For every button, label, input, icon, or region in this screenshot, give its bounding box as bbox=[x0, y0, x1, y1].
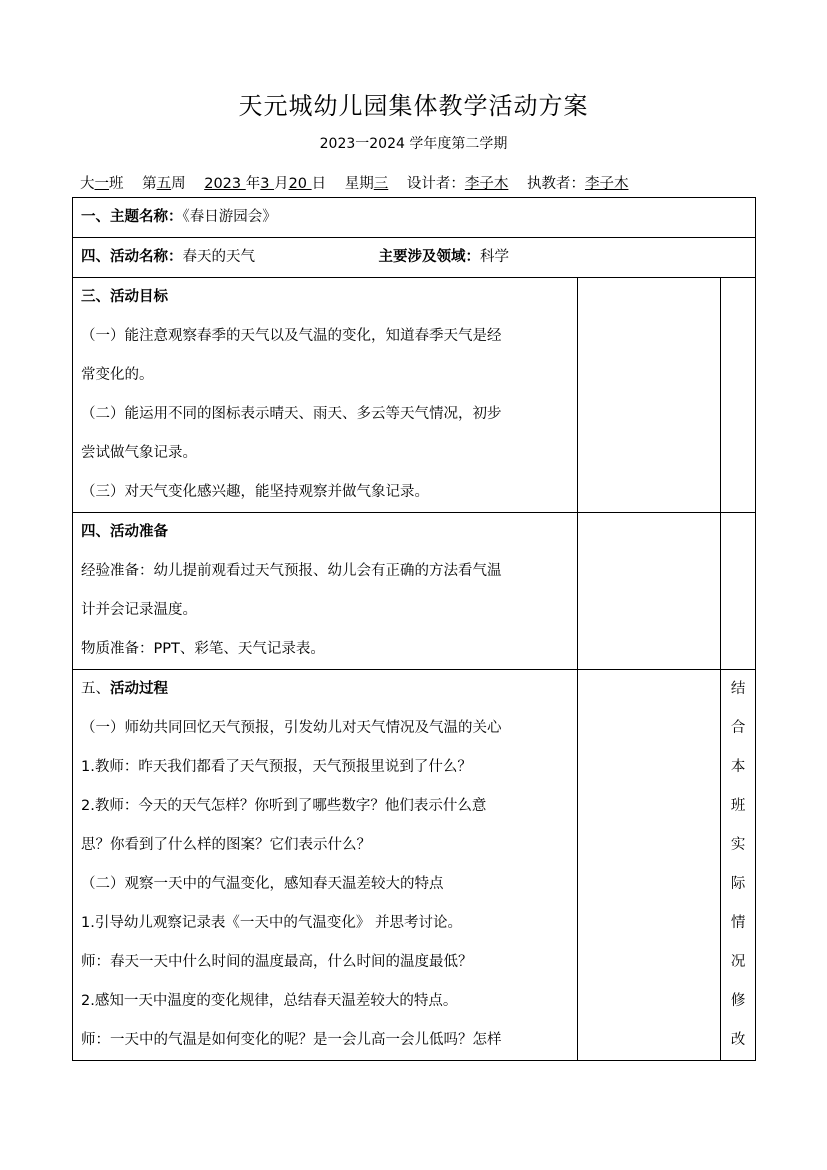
note-char: 合 bbox=[730, 720, 746, 736]
class-b: 一 bbox=[94, 176, 109, 192]
revision-note bbox=[721, 670, 756, 1061]
note-char: 实 bbox=[730, 837, 746, 853]
year-label: 年 bbox=[245, 176, 261, 192]
activity-label: 四、活动名称： bbox=[81, 249, 183, 265]
process-line: 1.引导幼儿观察记录表《一天中的气温变化》 并思考讨论。 bbox=[81, 915, 462, 931]
notes-cell bbox=[578, 513, 721, 670]
theme-label: 一、主题名称： bbox=[81, 209, 183, 225]
process-line: 师：一天中的气温是如何变化的呢？是一会儿高一会儿低吗？怎样 bbox=[81, 1032, 502, 1048]
week-b: 五 bbox=[156, 176, 172, 192]
notes-cell bbox=[578, 278, 721, 513]
page-title: 天元城幼儿园集体教学活动方案 bbox=[238, 92, 589, 120]
weekday-a: 星期 bbox=[344, 176, 374, 192]
goal-line: （一）能注意观察春季的天气以及气温的变化，知道春季天气是经 bbox=[81, 328, 502, 344]
week-c: 周 bbox=[171, 176, 186, 192]
class-a: 大 bbox=[80, 176, 95, 192]
note-char: 际 bbox=[730, 876, 746, 892]
process-label: 活动过程 bbox=[110, 681, 168, 697]
goals-label: 三、活动目标 bbox=[81, 289, 168, 305]
month-label: 月 bbox=[274, 176, 289, 192]
prep-line: 经验准备：幼儿提前观看过天气预报、幼儿会有正确的方法看气温 bbox=[81, 563, 502, 579]
process-line: 2.教师：今天的天气怎样？你听到了哪些数字？他们表示什么意 bbox=[81, 798, 487, 814]
prep-line: 计并会记录温度。 bbox=[81, 602, 197, 618]
week-a: 第 bbox=[142, 176, 157, 192]
teacher: 李子木 bbox=[584, 176, 629, 192]
class-c: 班 bbox=[109, 176, 124, 192]
designer-label: 设计者： bbox=[406, 176, 465, 192]
goal-line: （二）能运用不同的图标表示晴天、雨天、多云等天气情况，初步 bbox=[81, 406, 502, 422]
goals-cell bbox=[73, 278, 578, 513]
goal-line: 常变化的。 bbox=[81, 367, 154, 383]
plan-table bbox=[72, 197, 756, 1061]
day-label: 日 bbox=[311, 176, 327, 192]
process-line: （一）师幼共同回忆天气预报，引发幼儿对天气情况及气温的关心 bbox=[81, 720, 502, 736]
goal-line: （三）对天气变化感兴趣，能坚持观察并做气象记录。 bbox=[81, 484, 429, 500]
theme-row bbox=[73, 198, 756, 238]
note-char: 修 bbox=[730, 993, 746, 1009]
designer: 李子木 bbox=[464, 176, 509, 192]
notes-cell bbox=[578, 670, 721, 1061]
process-line: 2.感知一天中温度的变化规律，总结春天温差较大的特点。 bbox=[81, 993, 458, 1009]
day: 20 bbox=[288, 176, 312, 192]
prep-cell bbox=[73, 513, 578, 670]
theme-value: 《春日游园会》 bbox=[182, 209, 277, 225]
prep-label: 四、活动准备 bbox=[81, 524, 168, 540]
teacher-label: 执教者： bbox=[526, 176, 585, 192]
activity-value: 春天的天气 bbox=[182, 249, 255, 265]
note-char: 情 bbox=[730, 915, 746, 931]
note-char: 班 bbox=[730, 798, 746, 814]
activity-row bbox=[73, 238, 756, 278]
note-char: 本 bbox=[730, 759, 746, 775]
meta-line bbox=[80, 172, 628, 193]
process-label-num: 五、 bbox=[81, 681, 110, 697]
semester: 2023一2024 学年度第二学期 bbox=[319, 136, 508, 152]
domain-label: 主要涉及领域： bbox=[378, 249, 480, 265]
prep-line: 物质准备：PPT、彩笔、天气记录表。 bbox=[81, 641, 325, 657]
year: 2023 bbox=[204, 176, 246, 192]
weekday-b: 三 bbox=[373, 176, 389, 192]
process-cell bbox=[73, 670, 578, 1061]
revision-cell bbox=[721, 278, 756, 513]
goal-line: 尝试做气象记录。 bbox=[81, 445, 197, 461]
process-line: 1.教师：昨天我们都看了天气预报，天气预报里说到了什么？ bbox=[81, 759, 472, 775]
revision-cell bbox=[721, 513, 756, 670]
process-line: 师：春天一天中什么时间的温度最高，什么时间的温度最低？ bbox=[81, 954, 473, 970]
note-char: 况 bbox=[730, 954, 746, 970]
process-line: （二）观察一天中的气温变化，感知春天温差较大的特点 bbox=[81, 876, 444, 892]
note-char: 改 bbox=[730, 1032, 746, 1048]
domain-value: 科学 bbox=[480, 249, 509, 265]
note-char: 结 bbox=[730, 681, 746, 697]
process-line: 思？你看到了什么样的图案？它们表示什么？ bbox=[81, 837, 371, 853]
month: 3 bbox=[260, 176, 275, 192]
